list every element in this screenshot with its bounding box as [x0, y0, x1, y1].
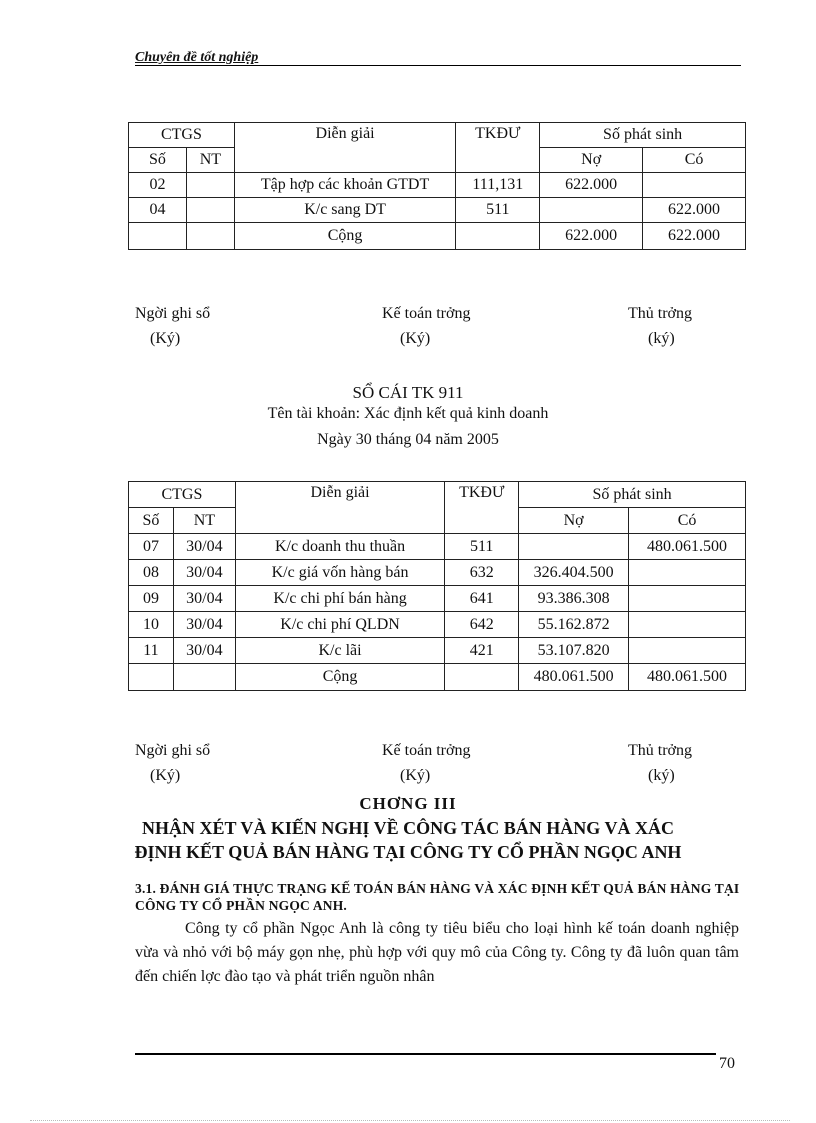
table-row [129, 173, 746, 198]
cell-so: 08 [129, 560, 174, 586]
total-label: Cộng [235, 664, 444, 691]
signature-bookkeeper-sub: (Ký) [150, 767, 181, 784]
table-row [129, 560, 746, 586]
account-name: Tên tài khoản: Xác định kết quả kinh doanh [267, 405, 549, 422]
cell-nt [186, 198, 234, 223]
total-co: 480.061.500 [629, 664, 746, 691]
ledger-date: Ngày 30 tháng 04 năm 2005 [317, 431, 499, 448]
table-row [129, 198, 746, 223]
header-ctgs: CTGS [129, 482, 236, 508]
signature-director-sub: (ký) [648, 330, 675, 347]
cell-dien-giai: K/c chi phí bán hàng [235, 586, 444, 612]
cell-dien-giai: K/c sang DT [234, 198, 456, 223]
signature-chief-accountant-sub: (Ký) [400, 330, 431, 347]
signature-bookkeeper-sub: (Ký) [150, 330, 181, 347]
header-so-phat-sinh: Số phát sinh [519, 482, 746, 508]
cell-so: 09 [129, 586, 174, 612]
table-header-row [129, 123, 746, 148]
cell-no [519, 534, 629, 560]
table-row [129, 638, 746, 664]
header-ctgs: CTGS [129, 123, 235, 148]
cell-dien-giai: K/c lãi [235, 638, 444, 664]
signature-chief-accountant: Kế toán trởng [382, 305, 471, 322]
cell-nt: 30/04 [173, 638, 235, 664]
chapter-heading-line2: ĐỊNH KẾT QUẢ BÁN HÀNG TẠI CÔNG TY CỔ PHẦN NGỌC ANH [134, 842, 682, 862]
cell-co: 480.061.500 [629, 534, 746, 560]
section-heading: 3.1. ĐÁNH GIÁ THỰC TRẠNG KẾ TOÁN BÁN HÀNG VÀ XÁC ĐỊNH KẾT QUẢ BÁN HÀNG TẠI CÔNG TY CỔ PHẦN NGỌC ANH. [135, 881, 740, 913]
header-so: Số [129, 148, 187, 173]
cell-tkdu: 632 [445, 560, 519, 586]
header-dien-giai: Diễn giải [235, 482, 444, 534]
cell-so: 02 [129, 173, 187, 198]
cell-co [629, 638, 746, 664]
table-row [129, 586, 746, 612]
page-edge-dotted-line [30, 1120, 790, 1121]
cell-dien-giai: K/c doanh thu thuần [235, 534, 444, 560]
table-row [129, 612, 746, 638]
cell-dien-giai: Tập hợp các khoản GTDT [234, 173, 456, 198]
signature-director: Thủ trởng [628, 305, 693, 322]
body-paragraph: Công ty cổ phần Ngọc Anh là công ty tiêu biểu cho loại hình kế toán doanh nghiệp vừa và nhỏ với bộ máy gọn nhẹ, phù hợp với quy mô của Công ty. Công ty đã luôn quan tâm đến chiến lợc đào tạo và phát triển nguồn nhân [135, 920, 739, 985]
signature-bookkeeper: Ngời ghi sổ [135, 742, 211, 759]
cell-so: 11 [129, 638, 174, 664]
table-total-row [129, 664, 746, 691]
header-so: Số [129, 508, 174, 534]
cell-so: 10 [129, 612, 174, 638]
signature-director: Thủ trởng [628, 742, 693, 759]
cell-dien-giai: K/c chi phí QLDN [235, 612, 444, 638]
header-rule [135, 65, 741, 66]
table-total-row [129, 223, 746, 250]
cell-nt [186, 173, 234, 198]
cell-dien-giai: K/c giá vốn hàng bán [235, 560, 444, 586]
cell-co [629, 586, 746, 612]
journal-table-1 [128, 122, 746, 250]
chapter-heading-line1: NHẬN XÉT VÀ KIẾN NGHỊ VỀ CÔNG TÁC BÁN HÀNG VÀ XÁC [142, 818, 674, 838]
cell-co [629, 612, 746, 638]
header-tkdu: TKĐƯ [445, 482, 519, 534]
header-so-phat-sinh: Số phát sinh [540, 123, 746, 148]
header-nt: NT [186, 148, 234, 173]
signature-chief-accountant-sub: (Ký) [400, 767, 431, 784]
footer-rule [135, 1053, 716, 1055]
running-header: Chuyên đề tốt nghiệp [135, 50, 259, 65]
table-row [129, 534, 746, 560]
ledger-title: SỔ CÁI TK 911 [352, 383, 464, 402]
signature-chief-accountant: Kế toán trởng [382, 742, 471, 759]
signature-director-sub: (ký) [648, 767, 675, 784]
header-tkdu: TKĐƯ [456, 123, 540, 173]
cell-tkdu: 511 [456, 198, 540, 223]
cell-no: 622.000 [540, 173, 643, 198]
header-nt: NT [173, 508, 235, 534]
total-no: 622.000 [540, 223, 643, 250]
cell-no [540, 198, 643, 223]
cell-no: 53.107.820 [519, 638, 629, 664]
cell-nt: 30/04 [173, 612, 235, 638]
header-no: Nợ [519, 508, 629, 534]
header-co: Có [629, 508, 746, 534]
total-no: 480.061.500 [519, 664, 629, 691]
cell-co: 622.000 [643, 198, 746, 223]
header-no: Nợ [540, 148, 643, 173]
cell-co [629, 560, 746, 586]
chapter-label: CHƠNG III [359, 794, 457, 813]
cell-tkdu: 111,131 [456, 173, 540, 198]
cell-tkdu: 511 [445, 534, 519, 560]
cell-nt: 30/04 [173, 560, 235, 586]
table-header-row [129, 482, 746, 508]
cell-nt: 30/04 [173, 586, 235, 612]
header-co: Có [643, 148, 746, 173]
cell-tkdu: 421 [445, 638, 519, 664]
cell-tkdu: 642 [445, 612, 519, 638]
journal-table-2 [128, 481, 746, 691]
page-number: 70 [719, 1055, 735, 1072]
cell-tkdu: 641 [445, 586, 519, 612]
signature-bookkeeper: Ngời ghi sổ [135, 305, 211, 322]
cell-co [643, 173, 746, 198]
cell-no: 93.386.308 [519, 586, 629, 612]
cell-so: 04 [129, 198, 187, 223]
cell-so: 07 [129, 534, 174, 560]
total-label: Cộng [234, 223, 456, 250]
header-dien-giai: Diễn giải [234, 123, 456, 173]
cell-no: 55.162.872 [519, 612, 629, 638]
cell-nt: 30/04 [173, 534, 235, 560]
cell-no: 326.404.500 [519, 560, 629, 586]
total-co: 622.000 [643, 223, 746, 250]
